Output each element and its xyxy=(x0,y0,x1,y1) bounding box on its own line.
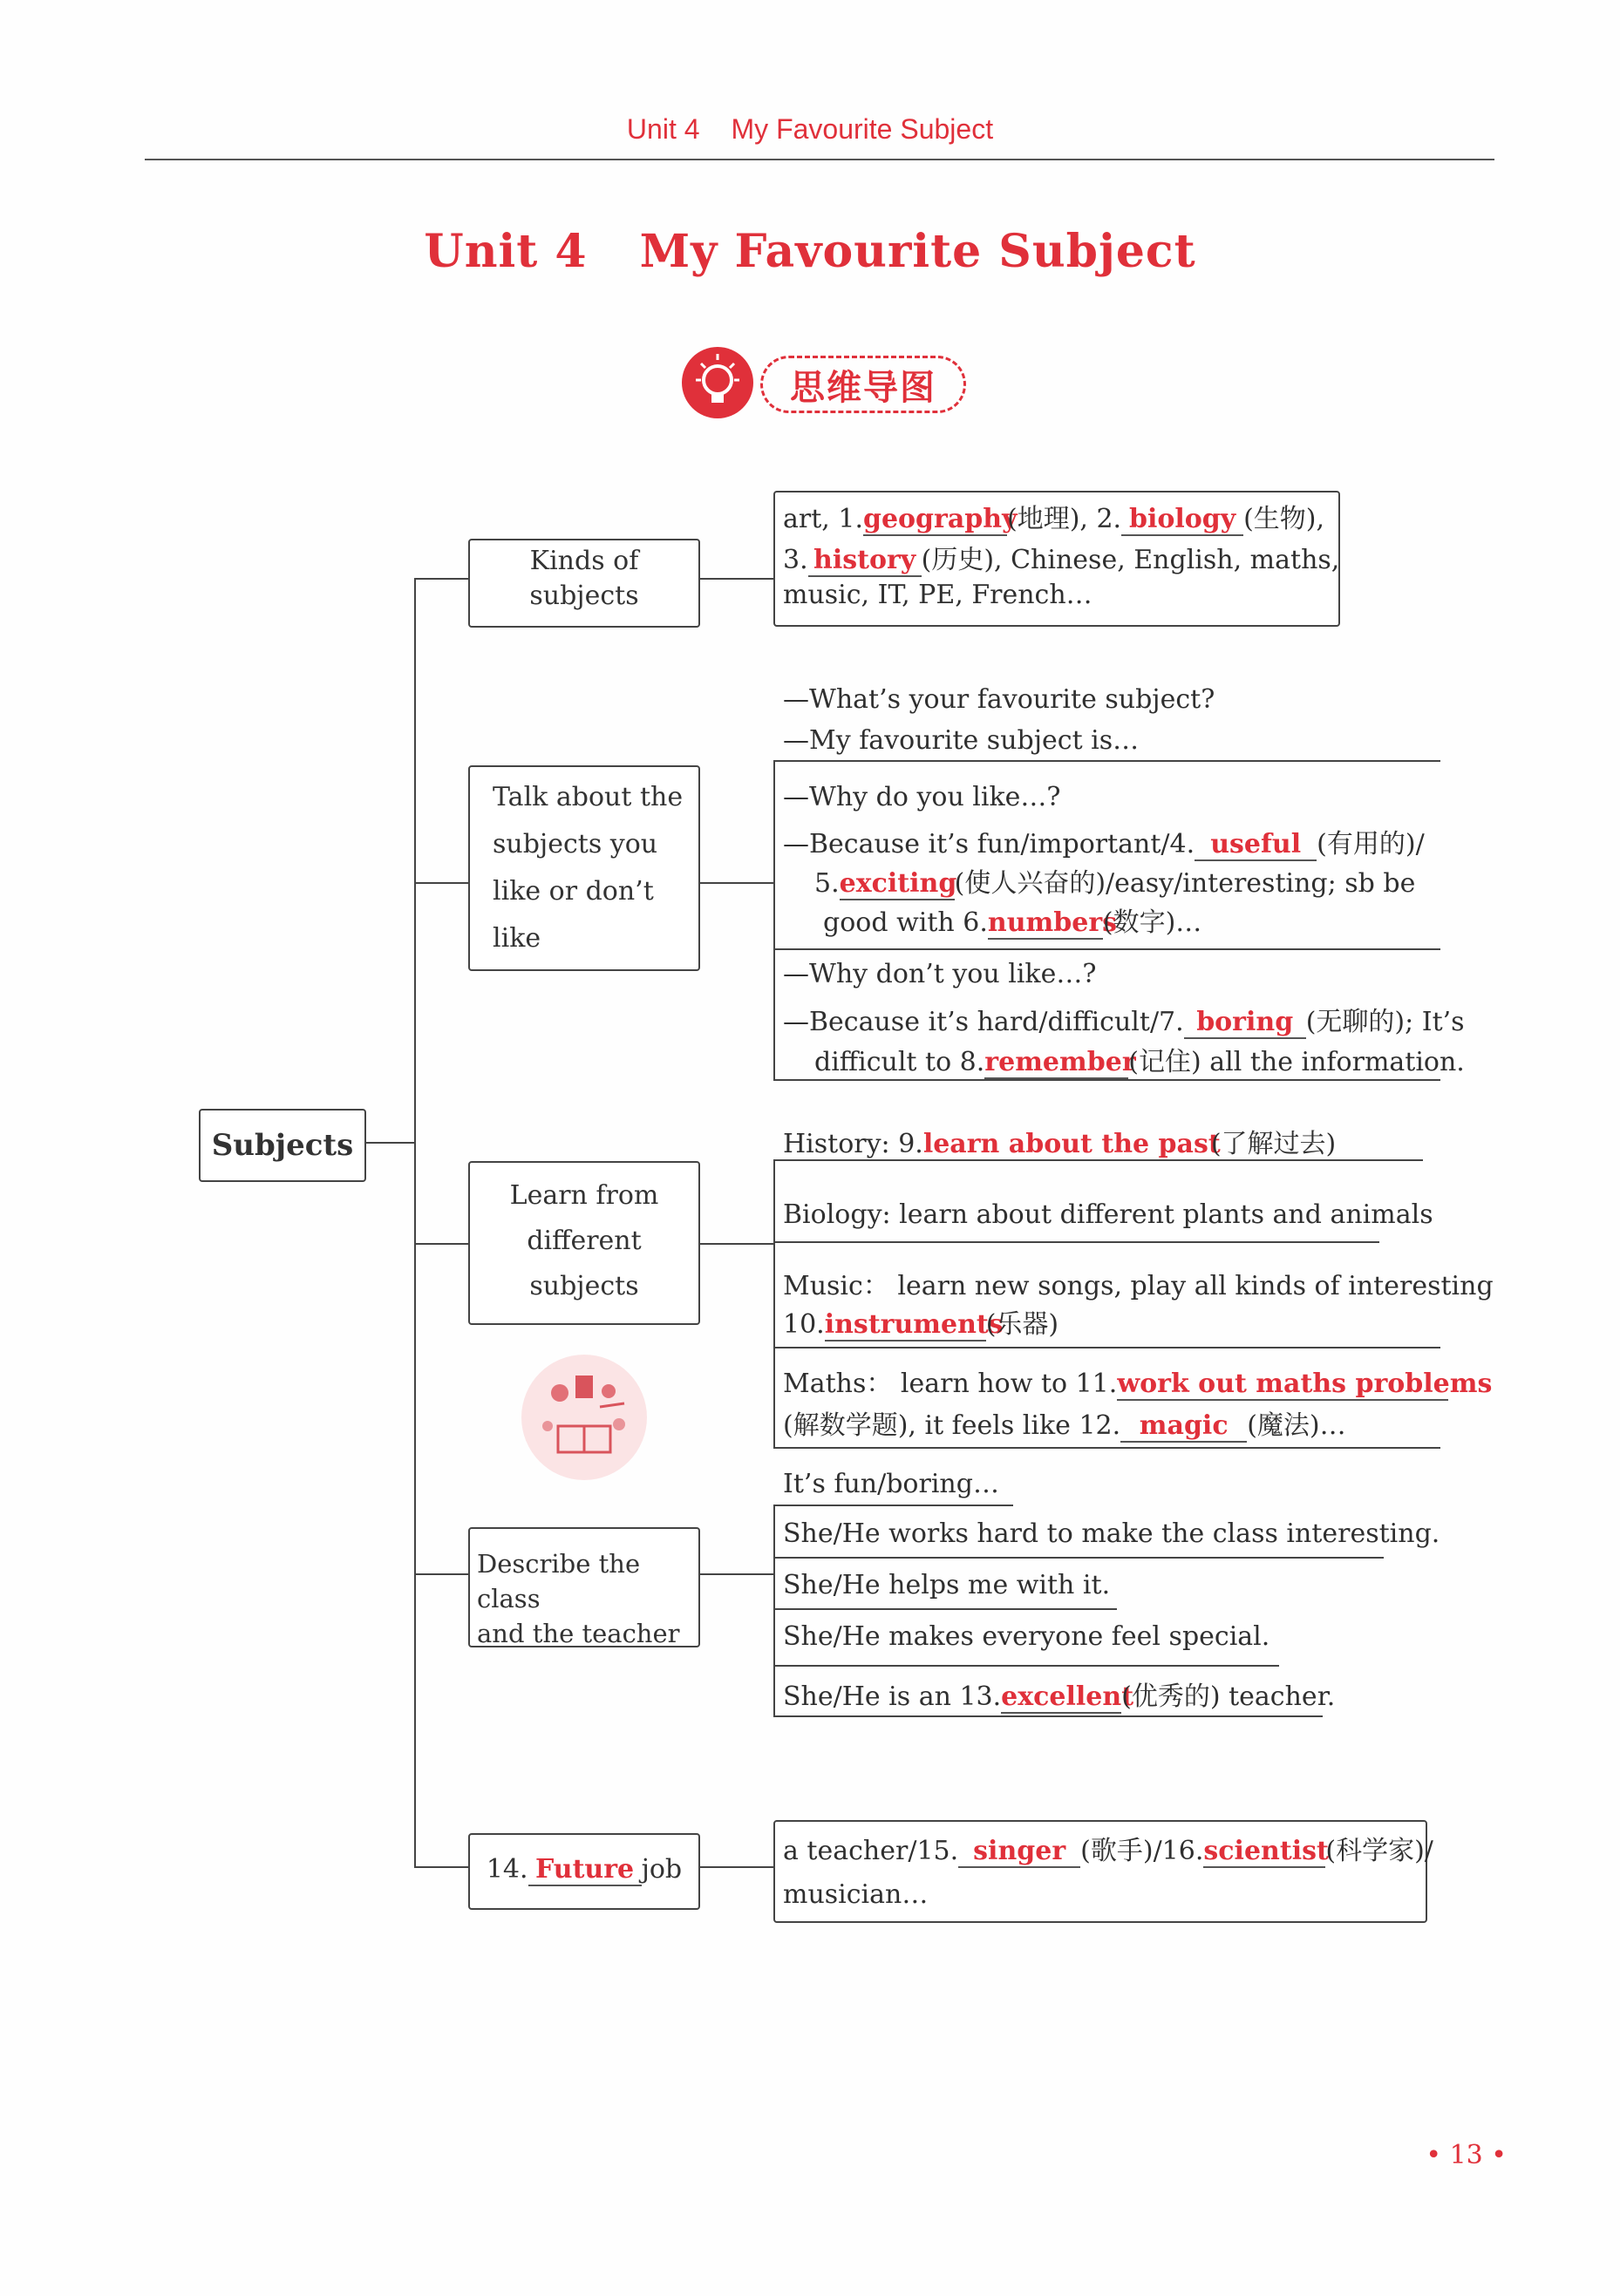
text: Maths： learn how to 11. xyxy=(783,1369,1118,1399)
leaf-connector xyxy=(699,1866,773,1868)
text: (有用的)/ xyxy=(1317,829,1425,859)
talk-q2: —My favourite subject is… xyxy=(783,725,1140,756)
branch-describe-line2: and the teacher xyxy=(477,1619,680,1648)
divider xyxy=(773,948,1440,950)
text: She/He is an 13. xyxy=(783,1681,1002,1712)
learn-bracket xyxy=(773,1159,775,1447)
learn-music-2 xyxy=(783,1302,1058,1342)
text: difficult to 8. xyxy=(814,1047,985,1077)
describe-s1: It’s fun/boring… xyxy=(783,1469,999,1499)
describe-s3: She/He helps me with it. xyxy=(783,1570,1111,1600)
future-line-1 xyxy=(783,1829,1433,1868)
text: (使人兴奋的)/easy/interesting; sb be xyxy=(954,868,1416,899)
answer-2: biology xyxy=(1121,505,1243,536)
answer-3: history xyxy=(808,546,922,577)
header-unit: Unit 4 xyxy=(626,113,700,145)
study-illustration-icon xyxy=(516,1349,652,1485)
answer-11: work out maths problems xyxy=(1117,1369,1493,1399)
text: 10. xyxy=(783,1309,825,1340)
answer-13: excellent xyxy=(1001,1681,1134,1712)
divider xyxy=(773,760,1440,762)
answer-6: numbers xyxy=(987,907,1118,938)
branch-future-prefix: 14. xyxy=(486,1854,528,1885)
describe-s4: She/He makes everyone feel special. xyxy=(783,1621,1270,1652)
answer-16: scientist xyxy=(1203,1836,1329,1866)
describe-s2: She/He works hard to make the class interesting. xyxy=(783,1518,1440,1549)
talk-whynot: —Why don’t you like…? xyxy=(783,959,1097,989)
talk-line-6 xyxy=(823,900,1201,940)
branch-talk-line1: Talk about the xyxy=(493,782,684,812)
answer-12: magic xyxy=(1120,1411,1247,1443)
text: (科学家)/ xyxy=(1325,1836,1433,1866)
page-title xyxy=(0,225,1620,278)
leaf-connector xyxy=(699,1243,773,1245)
leaf-connector xyxy=(699,578,773,580)
text: (歌手)/16. xyxy=(1080,1836,1204,1866)
branch-talk-line2: subjects you xyxy=(493,829,658,859)
text: —Because it’s hard/difficult/7. xyxy=(783,1007,1184,1037)
text: (记住) all the information. xyxy=(1128,1047,1465,1077)
leaf-connector xyxy=(699,882,773,884)
trunk-line xyxy=(414,578,416,1868)
text: (乐器) xyxy=(985,1309,1059,1340)
mind-map-badge: 思维导图 xyxy=(760,356,966,413)
learn-music-1: Music： learn new songs, play all kinds of interesting xyxy=(783,1271,1494,1301)
page-number: • 13 • xyxy=(1426,2140,1507,2170)
answer-8: remember xyxy=(984,1047,1136,1077)
text: a teacher/15. xyxy=(783,1836,959,1866)
leaf-connector xyxy=(699,1573,773,1575)
text: art, 1. xyxy=(783,504,863,534)
learn-maths-2 xyxy=(783,1403,1346,1443)
divider xyxy=(773,1505,1013,1506)
learn-history xyxy=(783,1122,1336,1161)
text: (优秀的) teacher. xyxy=(1121,1681,1336,1712)
text: (数字)… xyxy=(1102,907,1202,938)
answer-4: useful xyxy=(1195,830,1317,861)
kinds-line-2 xyxy=(783,538,1339,577)
text: (生物), xyxy=(1243,504,1325,534)
header-subject: My Favourite Subject xyxy=(731,113,994,145)
answer-7: boring xyxy=(1184,1008,1306,1039)
header-rule xyxy=(145,159,1494,160)
answer-15: singer xyxy=(958,1837,1080,1868)
branch-talk-line3: like or don’t xyxy=(493,876,654,907)
text: (地理), 2. xyxy=(1006,504,1122,534)
text: 3. xyxy=(783,545,808,575)
answer-1: geography xyxy=(862,504,1018,534)
divider xyxy=(773,1447,1440,1449)
lightbulb-icon xyxy=(682,347,753,418)
branch-describe-line1: Describe the class xyxy=(477,1549,641,1613)
text: (无聊的); It’s xyxy=(1305,1007,1465,1037)
describe-s5 xyxy=(783,1674,1335,1714)
branch-connector xyxy=(414,1573,468,1575)
answer-5: exciting xyxy=(839,868,957,899)
branch-kinds xyxy=(468,539,700,628)
text: (了解过去) xyxy=(1210,1129,1337,1159)
branch-learn-line2: different xyxy=(527,1226,642,1256)
kinds-line-1 xyxy=(783,497,1324,536)
branch-future-suffix: job xyxy=(641,1854,683,1885)
title-unit: Unit 4 xyxy=(424,225,588,278)
divider xyxy=(773,1665,1279,1667)
branch-describe xyxy=(468,1527,700,1647)
kinds-line-3: music, IT, PE, French… xyxy=(783,580,1092,610)
branch-learn-line1: Learn from xyxy=(509,1180,659,1211)
branch-talk-line4: like xyxy=(493,923,541,954)
describe-bracket xyxy=(773,1505,775,1717)
divider xyxy=(773,1557,1384,1559)
branch-kinds-line2: subjects xyxy=(529,581,639,611)
divider xyxy=(773,1608,1117,1610)
talk-because xyxy=(783,822,1425,861)
talk-because-2 xyxy=(783,1000,1465,1039)
talk-line-5 xyxy=(814,861,1415,900)
branch-talk xyxy=(468,765,700,971)
branch-kinds-line1: Kinds of xyxy=(529,546,639,576)
learn-biology: Biology: learn about different plants and animals xyxy=(783,1199,1433,1230)
text: —Because it’s fun/important/4. xyxy=(783,829,1195,859)
divider xyxy=(773,1079,1440,1081)
talk-line-8 xyxy=(814,1040,1465,1079)
branch-connector xyxy=(414,1866,468,1868)
answer-10: instruments xyxy=(824,1309,1004,1340)
text: 5. xyxy=(814,868,840,899)
talk-q1: —What’s your favourite subject? xyxy=(783,684,1215,715)
text: History: 9. xyxy=(783,1129,923,1159)
text: (解数学题), it feels like 12. xyxy=(783,1410,1121,1441)
talk-bracket xyxy=(773,760,775,1079)
running-header xyxy=(0,113,1620,146)
branch-future xyxy=(468,1833,700,1910)
branch-connector xyxy=(414,1243,468,1245)
divider xyxy=(773,1159,1423,1161)
future-line-2: musician… xyxy=(783,1879,929,1910)
root-connector xyxy=(366,1142,414,1144)
title-subject: My Favourite Subject xyxy=(639,225,1196,278)
talk-why: —Why do you like…? xyxy=(783,782,1061,812)
text: good with 6. xyxy=(823,907,988,938)
branch-learn-line3: subjects xyxy=(529,1271,639,1301)
branch-connector xyxy=(414,578,468,580)
answer-9: learn about the past xyxy=(922,1129,1221,1159)
root-node: Subjects xyxy=(199,1109,366,1182)
text: (历史), Chinese, English, maths, xyxy=(921,545,1340,575)
answer-14: Future xyxy=(528,1855,642,1886)
branch-connector xyxy=(414,882,468,884)
branch-learn xyxy=(468,1161,700,1325)
divider xyxy=(773,1347,1440,1348)
learn-maths-1 xyxy=(783,1362,1493,1401)
text: (魔法)… xyxy=(1247,1410,1346,1441)
divider xyxy=(773,1241,1379,1243)
divider xyxy=(773,1715,1323,1717)
